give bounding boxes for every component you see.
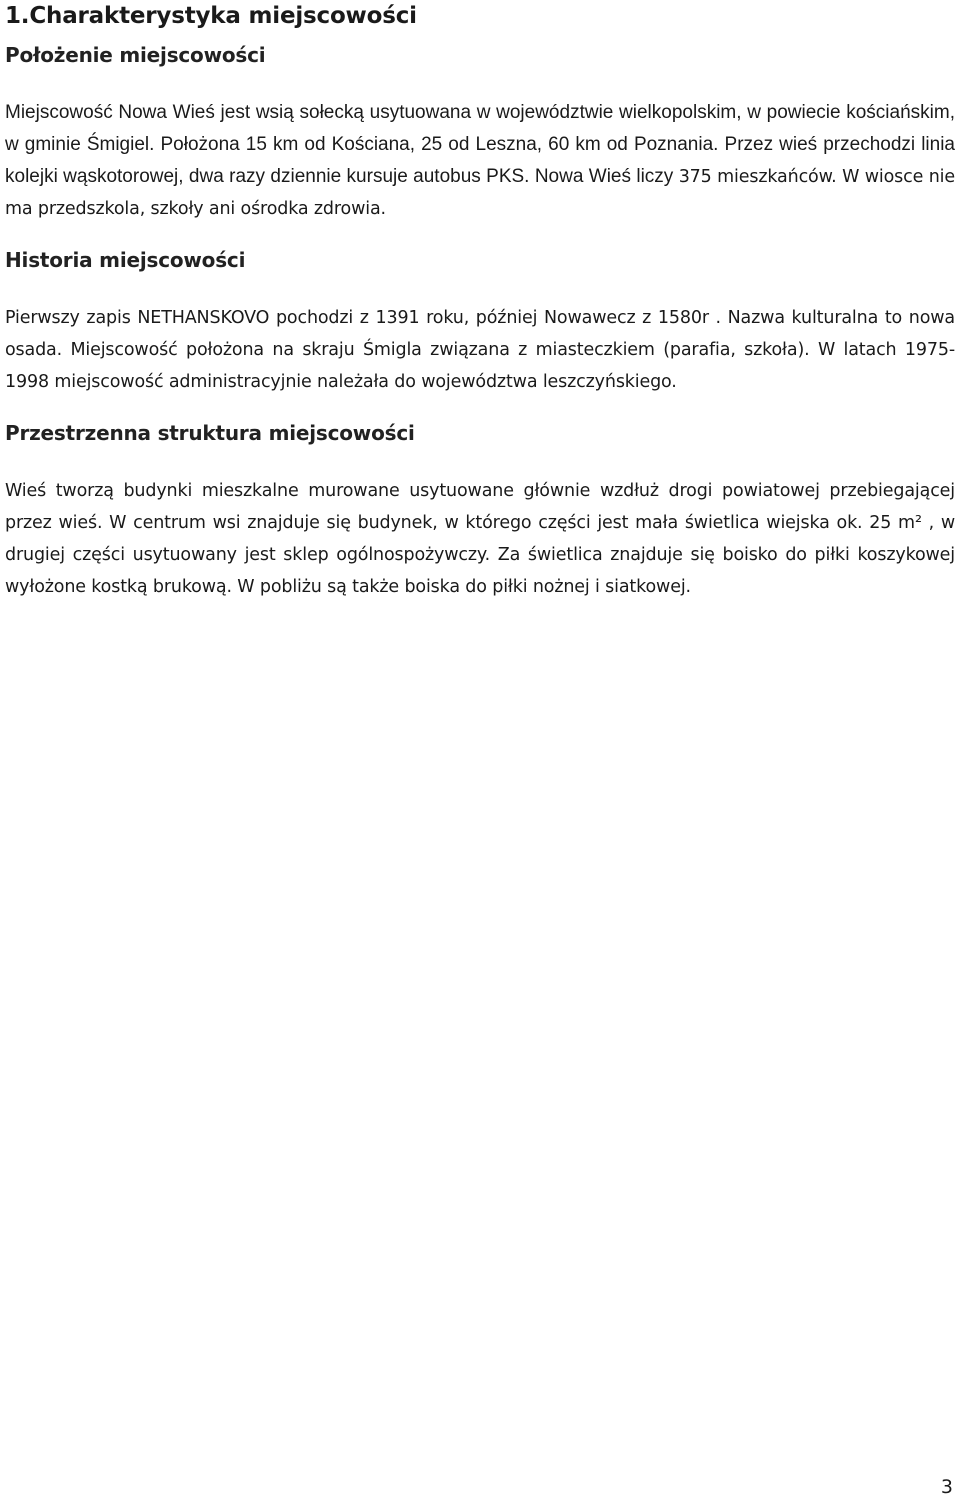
section-paragraph-polozenie bbox=[5, 97, 955, 225]
document-title: 1.Charakterystyka miejscowości bbox=[5, 3, 417, 29]
paragraph-text-segment: 375 mieszkańców. W wiosce nie ma przedszkola, szkoły ani ośrodka zdrowia. bbox=[5, 167, 955, 219]
document-page bbox=[5, 0, 955, 603]
paragraph-text-segment: Miejscowość Nowa Wieś jest wsią sołecką usytuowana w województwie wielkopolskim, w powiecie kościańskim, w gminie Śmigiel. Położona 15 km od Kościana, 25 od Leszna, 60 km od Poznania. Przez wieś przechodzi linia kolejki wąskotorowej, dwa razy dziennie kursuje autobus PKS. Nowa Wieś liczy bbox=[5, 102, 955, 187]
section-paragraph-struktura: Wieś tworzą budynki mieszkalne murowane usytuowane głównie wzdłuż drogi powiatowej przebiegającej przez wieś. W centrum wsi znajduje się budynek, w którego części jest mała świetlica wiejska ok. 25 m² , w drugiej części usytuowany jest sklep ogólnospożywczy. Za świetlica znajduje się boisko do piłki koszykowej wyłożone kostką brukową. W pobliżu są także boiska do piłki nożnej i siatkowej. bbox=[5, 481, 955, 597]
page-number: 3 bbox=[940, 1476, 953, 1498]
section-heading-historia: Historia miejscowości bbox=[5, 248, 246, 272]
section-heading-struktura: Przestrzenna struktura miejscowości bbox=[5, 421, 415, 445]
section-heading-polozenie: Położenie miejscowości bbox=[5, 43, 266, 67]
section-paragraph-historia: Pierwszy zapis NETHANSKOVO pochodzi z 1391 roku, później Nowawecz z 1580r . Nazwa kulturalna to nowa osada. Miejscowość położona na skraju Śmigla związana z miasteczkiem (parafia, szkoła). W latach 1975-1998 miejscowość administracyjnie należała do województwa leszczyńskiego. bbox=[5, 308, 955, 392]
